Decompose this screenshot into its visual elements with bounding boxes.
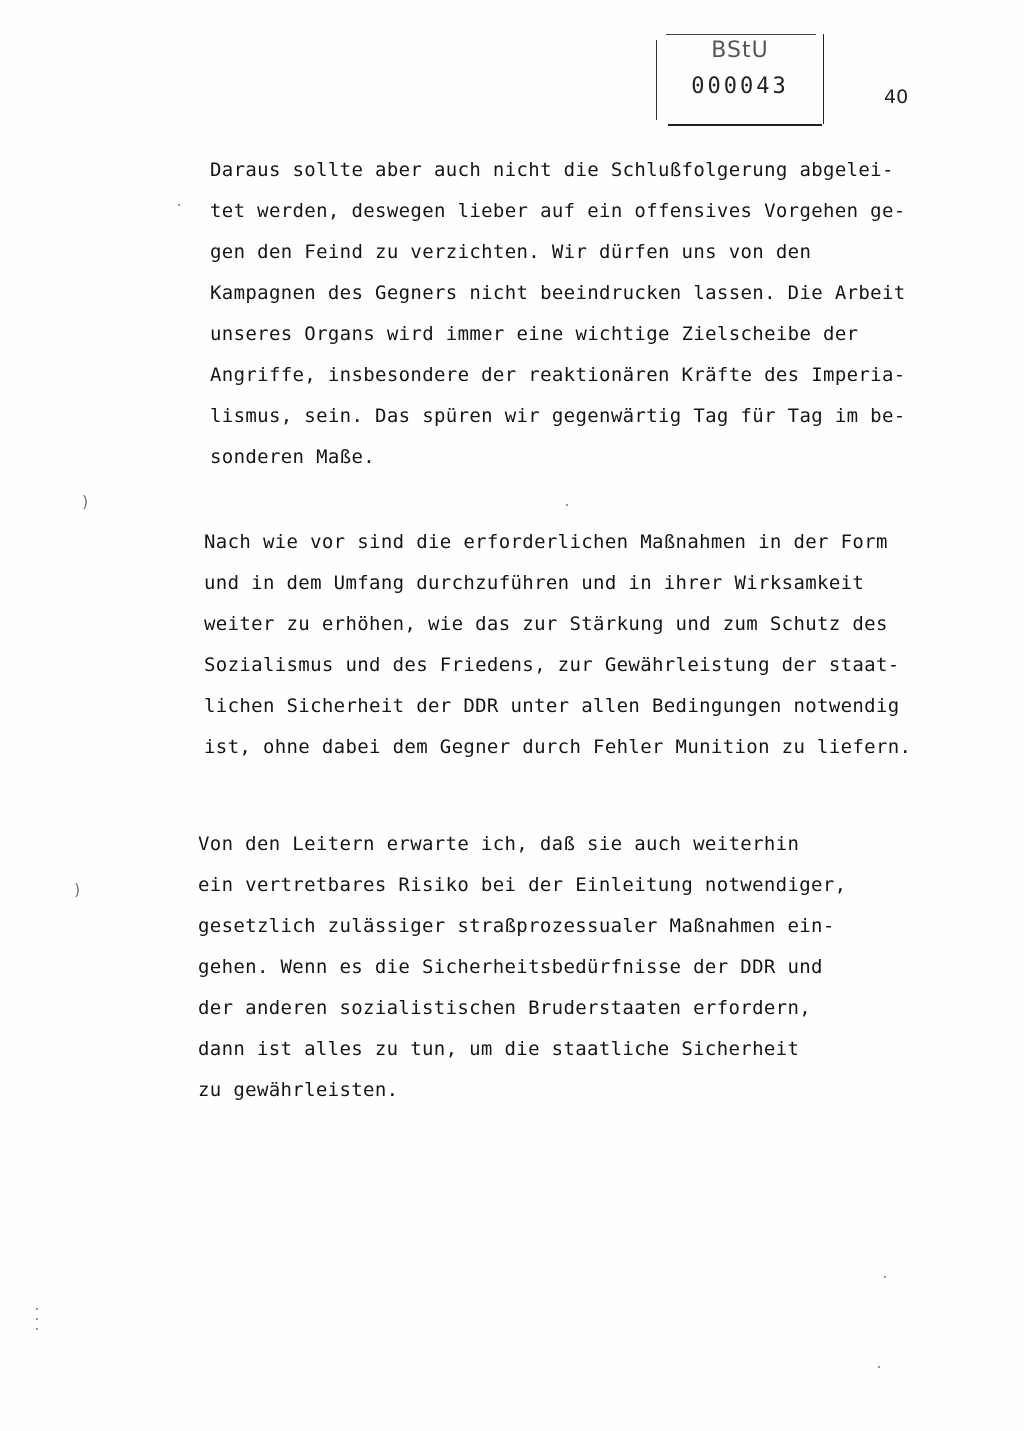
archive-stamp — [656, 34, 824, 126]
text-line: Kampagnen des Gegners nicht beeindrucken lassen. Die Arbeit — [210, 282, 906, 304]
text-line: ist, ohne dabei dem Gegner durch Fehler Munition zu liefern. — [204, 736, 912, 758]
scan-mark: ) — [82, 492, 89, 511]
text-line: Sozialismus und des Friedens, zur Gewährleistung der staat- — [204, 654, 900, 676]
text-line: lichen Sicherheit der DDR unter allen Bedingungen notwendig — [204, 695, 900, 717]
scan-speck — [178, 204, 180, 206]
scan-speck — [884, 1276, 886, 1278]
stamp-number: 000043 — [691, 74, 789, 99]
text-line: Daraus sollte aber auch nicht die Schlußfolgerung abgelei- — [210, 159, 894, 181]
paragraph-2 — [204, 522, 911, 768]
text-line: dann ist alles zu tun, um die staatliche Sicherheit — [198, 1038, 800, 1060]
text-line: zu gewährleisten. — [198, 1079, 399, 1101]
page-number: 40 — [884, 86, 909, 108]
text-line: sonderen Maße. — [210, 446, 376, 468]
text-line: und in dem Umfang durchzuführen und in ihrer Wirksamkeit — [204, 572, 865, 594]
stamp-title: BStU — [711, 38, 769, 63]
scan-speck — [878, 1366, 880, 1368]
text-line: lismus, sein. Das spüren wir gegenwärtig Tag für Tag im be- — [210, 405, 906, 427]
text-line: ein vertretbares Risiko bei der Einleitung notwendiger, — [198, 874, 847, 896]
stamp-top-border — [666, 34, 816, 35]
text-line: gehen. Wenn es die Sicherheitsbedürfnisse der DDR und — [198, 956, 823, 978]
text-line: Von den Leitern erwarte ich, daß sie auch weiterhin — [198, 833, 800, 855]
scan-speck — [36, 1308, 38, 1310]
scan-speck — [36, 1328, 38, 1330]
text-line: gesetzlich zulässiger straßprozessualer Maßnahmen ein- — [198, 915, 835, 937]
paragraph-1 — [210, 150, 906, 478]
text-line: unseres Organs wird immer eine wichtige Zielscheibe der — [210, 323, 859, 345]
text-line: gen den Feind zu verzichten. Wir dürfen uns von den — [210, 241, 812, 263]
scan-speck — [566, 504, 568, 506]
scan-speck — [36, 1318, 38, 1320]
text-line: Angriffe, insbesondere der reaktionären Kräfte des Imperia- — [210, 364, 906, 386]
scan-mark: ) — [74, 880, 81, 899]
text-line: Nach wie vor sind die erforderlichen Maßnahmen in der Form — [204, 531, 888, 553]
text-line: der anderen sozialistischen Bruderstaaten erfordern, — [198, 997, 812, 1019]
text-line: tet werden, deswegen lieber auf ein offensives Vorgehen ge- — [210, 200, 906, 222]
paragraph-3 — [198, 824, 846, 1111]
text-line: weiter zu erhöhen, wie das zur Stärkung und zum Schutz des — [204, 613, 888, 635]
stamp-bottom-border — [668, 124, 822, 126]
